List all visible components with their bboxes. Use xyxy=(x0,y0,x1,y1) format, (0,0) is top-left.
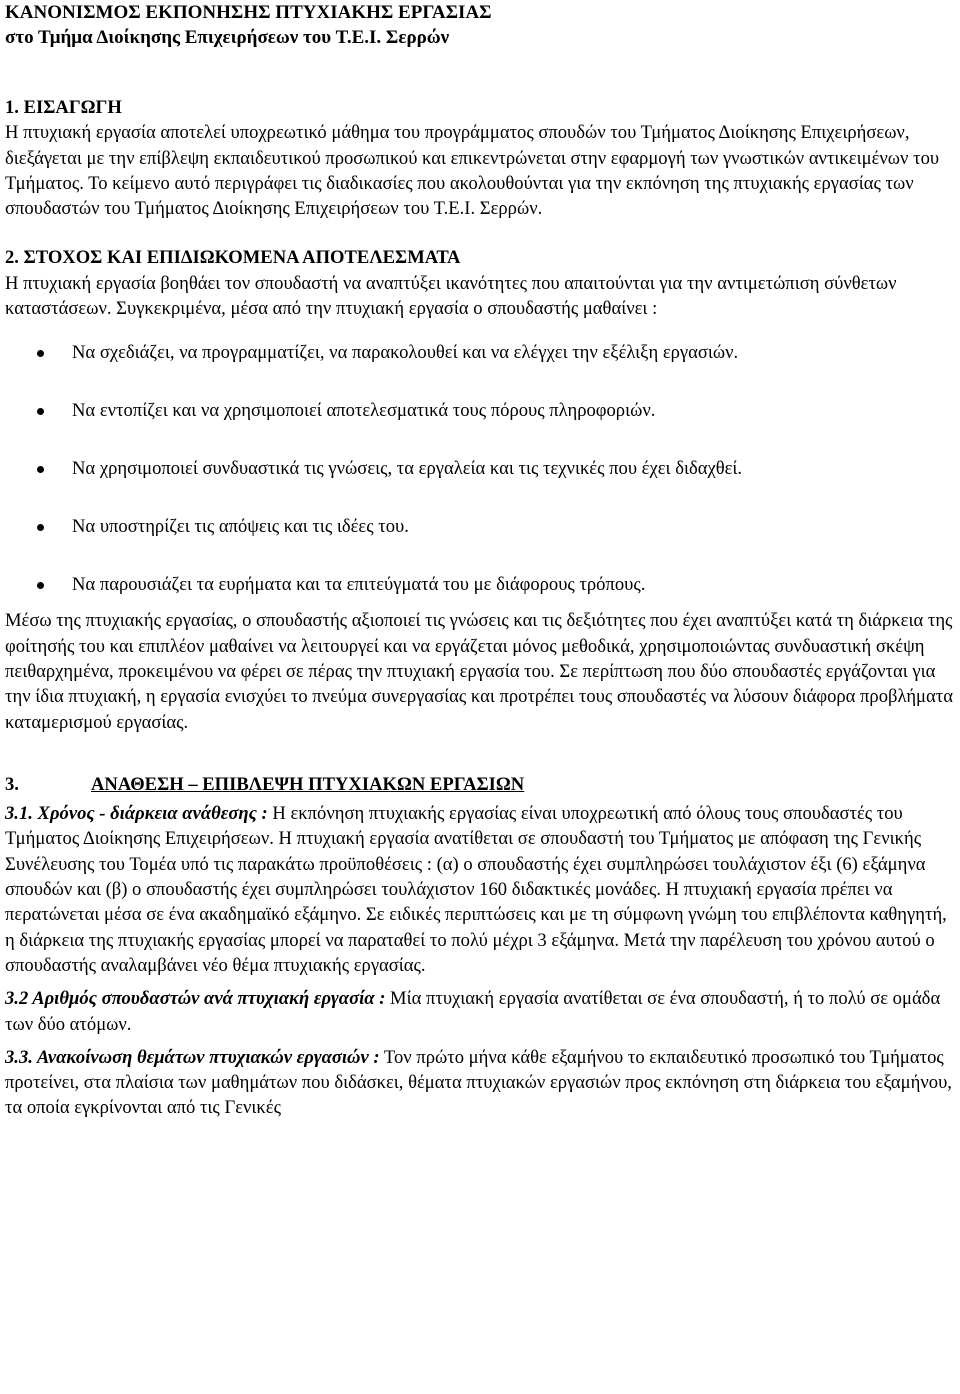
subsection-3-3-text: Τον πρώτο μήνα κάθε εξαμήνου το εκπαιδευτικό προσωπικό του Τμήματος προτείνει, στα πλαίσια των μαθημάτων που διδάσκει, θέματα πτυχιακών εργασιών προς εκπόνηση στη διάρκεια του εξαμήνου, τα οποία εγκρίνονται από τις Γενικές xyxy=(5,1046,952,1119)
subsection-3-1-text: Η εκπόνηση πτυχιακής εργασίας είναι υποχρεωτική από όλους τους σπουδαστές του Τμήματος Διοίκησης Επιχειρήσεων. Η πτυχιακή εργασία ανατίθεται σε σπουδαστή του Τμήματος με απόφαση της Γενικής Συνέλευσης του Τομέα υπό τις παρακάτω προϋποθέσεις : (α) ο σπουδαστής έχει συμπληρώσει τουλάχιστον έξι (6) εξάμηνα σπουδών και (β) ο σπουδαστής έχει συμπληρώσει τουλάχιστον 160 διδακτικές μονάδες. Η πτυχιακή εργασία πρέπει να περατώνεται μέσα σε ένα ακαδημαϊκό εξάμηνο. Σε ειδικές περιπτώσεις και με τη σύμφωνη γνώμη του επιβλέποντα καθηγητή, η διάρκεια της πτυχιακής εργασίας μπορεί να παραταθεί το πολύ μέχρι 3 εξάμηνα. Μετά την παρέλευση του χρόνου αυτού ο σπουδαστής αναλαμβάνει νέο θέμα πτυχιακής εργασίας. xyxy=(5,803,947,976)
subsection-3-2-text: Μία πτυχιακή εργασία ανατίθεται σε ένα σπουδαστή, ή το πολύ σε ομάδα των δύο ατόμων. xyxy=(5,988,941,1035)
bullet-dot-icon xyxy=(37,582,44,589)
subsection-3-1 xyxy=(5,801,955,978)
bullet-dot-icon xyxy=(37,524,44,531)
bullet-dot-icon xyxy=(37,408,44,415)
section1-paragraph: Η πτυχιακή εργασία αποτελεί υποχρεωτικό μάθημα του προγράμματος σπουδών του Τμήματος Διοίκησης Επιχειρήσεων, διεξάγεται με την επίβλεψη εκπαιδευτικού προσωπικού και επικεντρώνεται στην εφαρμογή των γνωστικών αντικειμένων του Τμήματος. Το κείμενο αυτό περιγράφει τις διαδικασίες που ακολουθούνται για την εκπόνηση της πτυχιακής εργασίας των σπουδαστών του Τμήματος Διοίκησης Επιχειρήσεων του Τ.Ε.Ι. Σερρών. xyxy=(5,122,940,220)
section2-closing-paragraph: Μέσω της πτυχιακής εργασίας, ο σπουδαστής αξιοποιεί τις γνώσεις και τις δεξιότητες που έχει αναπτύξει κατά τη διάρκεια της φοίτησής του και επιπλέον μαθαίνει να λειτουργεί και να εργάζεται μόνος μεθοδικά, χρησιμοποιώντας συνδυαστική σκέψη πειθαρχημένα, προκειμένου να φέρει σε πέρας την πτυχιακή εργασία του. Σε περίπτωση που δύο σπουδαστές εργάζονται για την ίδια πτυχιακή, η εργασία ενισχύει το πνεύμα συνεργασίας και προτρέπει τους σπουδαστές να λύσουν διάφορα προβλήματα καταμερισμού εργασίας. xyxy=(5,610,953,733)
section2-heading: 2. ΣΤΟΧΟΣ ΚΑΙ ΕΠΙΔΙΩΚΟΜΕΝΑ ΑΠΟΤΕΛΕΣΜΑΤΑ xyxy=(5,247,461,269)
section3-heading-text: ΑΝΑΘΕΣΗ – ΕΠΙΒΛΕΨΗ ΠΤΥΧΙΑΚΩΝ ΕΡΓΑΣΙΩΝ xyxy=(91,773,525,795)
subsection-3-3-label: 3.3. Ανακοίνωση θεμάτων πτυχιακών εργασιών : xyxy=(5,1046,380,1068)
document-title-line2: στο Τμήμα Διοίκησης Επιχειρήσεων του Τ.Ε.Ι. Σερρών xyxy=(5,27,450,48)
section1-heading: 1. ΕΙΣΑΓΩΓΗ xyxy=(5,97,122,118)
subsection-3-2 xyxy=(5,986,955,1037)
section2-intro: Η πτυχιακή εργασία βοηθάει τον σπουδαστή να αναπτύξει ικανότητες που απαιτούνται για την αντιμετώπιση σύνθετων καταστάσεων. Συγκεκριμένα, μέσα από την πτυχιακή εργασία ο σπουδαστής μαθαίνει : xyxy=(5,272,897,320)
bullet-dot-icon xyxy=(37,466,44,473)
bullet-text: Να υποστηρίζει τις απόψεις και τις ιδέες του. xyxy=(72,516,409,538)
document-title-line1: ΚΑΝΟΝΙΣΜΟΣ ΕΚΠΟΝΗΣΗΣ ΠΤΥΧΙΑΚΗΣ ΕΡΓΑΣΙΑΣ xyxy=(5,2,492,23)
subsection-3-3 xyxy=(5,1045,955,1121)
section2-bullet-list xyxy=(5,340,955,597)
subsection-3-2-label: 3.2 Αριθμός σπουδαστών ανά πτυχιακή εργασία : xyxy=(5,988,386,1010)
bullet-text: Να εντοπίζει και να χρησιμοποιεί αποτελεσματικά τους πόρους πληροφοριών. xyxy=(72,400,656,422)
bullet-text: Να σχεδιάζει, να προγραμματίζει, να παρακολουθεί και να ελέγχει την εξέλιξη εργασιών. xyxy=(72,342,739,364)
bullet-dot-icon xyxy=(37,350,44,357)
bullet-item xyxy=(5,398,955,423)
section3-number: 3. xyxy=(5,773,19,795)
bullet-text: Να χρησιμοποιεί συνδυαστικά τις γνώσεις, τα εργαλεία και τις τεχνικές που έχει διδαχθεί. xyxy=(72,458,743,480)
bullet-item xyxy=(5,340,955,365)
section3-heading xyxy=(5,772,955,797)
document-page xyxy=(5,0,955,1121)
bullet-item xyxy=(5,514,955,539)
bullet-text: Να παρουσιάζει τα ευρήματα και τα επιτεύγματά του με διάφορους τρόπους. xyxy=(72,574,646,596)
bullet-item xyxy=(5,456,955,481)
subsection-3-1-label: 3.1. Χρόνος - διάρκεια ανάθεσης : xyxy=(5,803,268,825)
bullet-item xyxy=(5,572,955,597)
